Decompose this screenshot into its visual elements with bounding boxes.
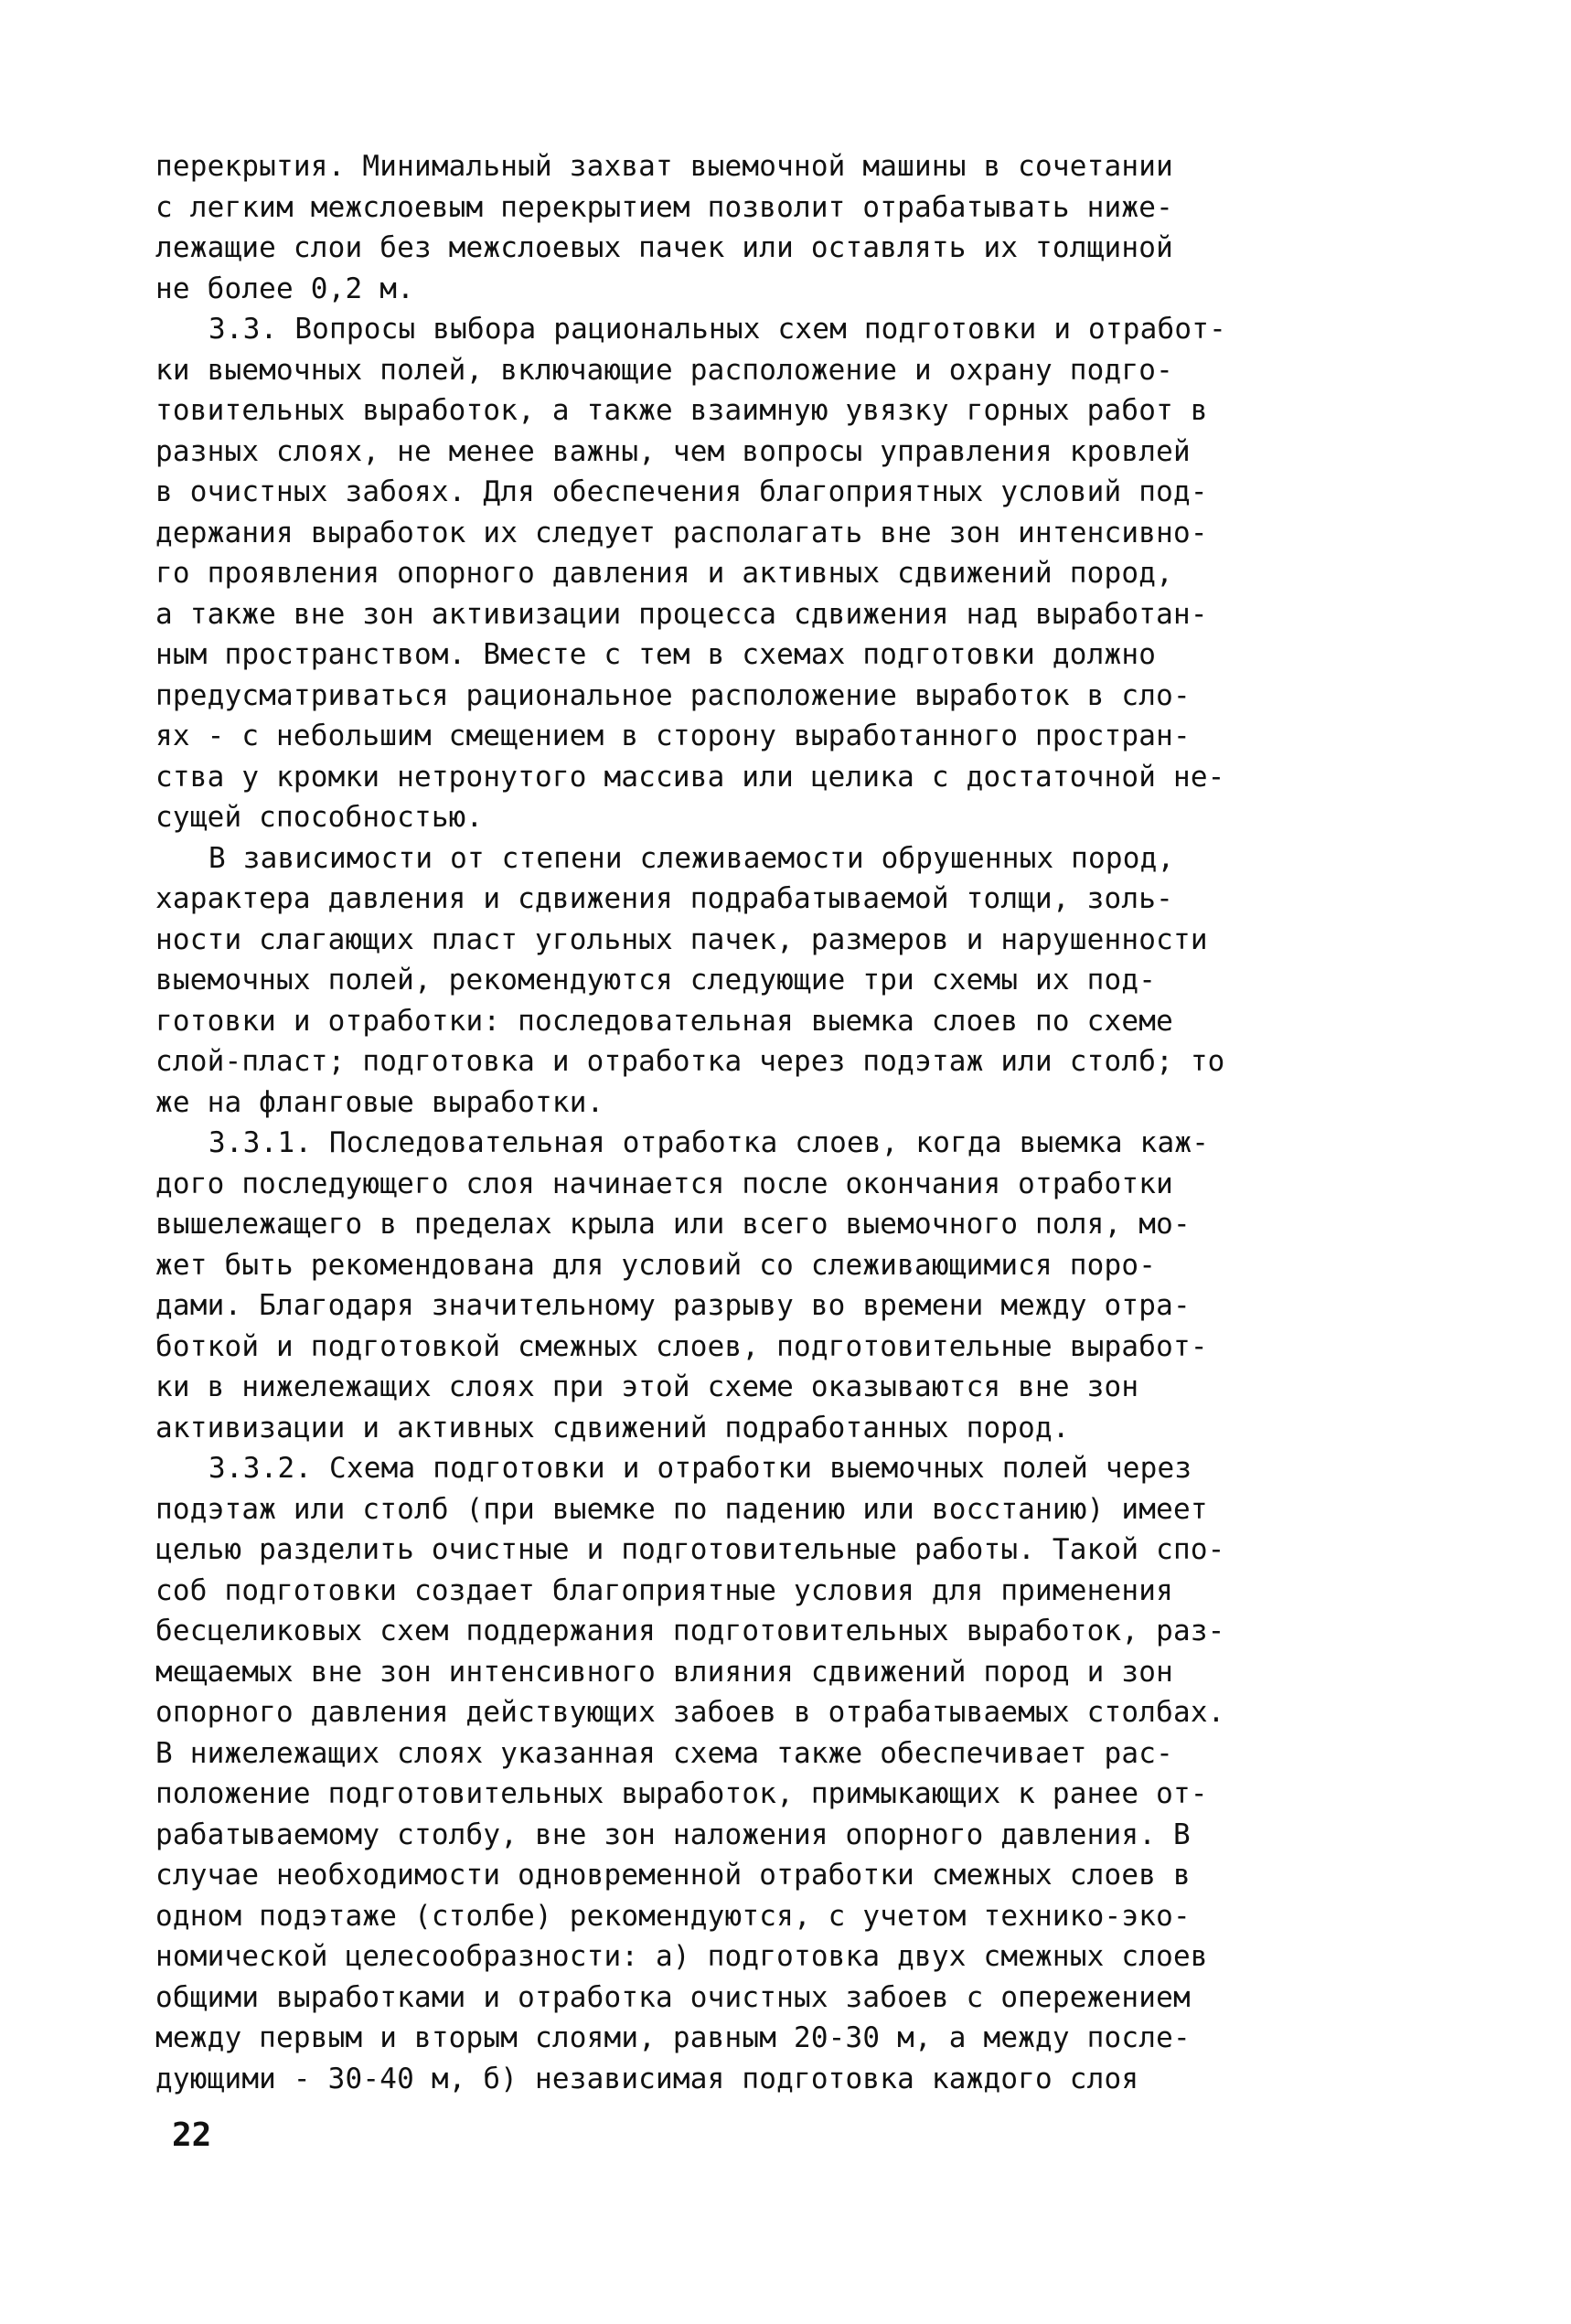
text-line: ях - с небольшим смещением в сторону выработанного простран-: [155, 720, 1191, 752]
text-line: же на фланговые выработки.: [155, 1085, 604, 1119]
text-line: характера давления и сдвижения подрабатываемой толщи, золь-: [155, 882, 1173, 915]
text-line: между первым и вторым слоями, равным 20-30 м, а между после-: [155, 2021, 1191, 2054]
text-line: боткой и подготовкой смежных слоев, подготовительные выработ-: [155, 1329, 1208, 1363]
text-line: 3.3.1. Последовательная отработка слоев, когда выемка каж-: [208, 1126, 1210, 1159]
text-line: ки в нижележащих слоях при этой схеме оказываются вне зон: [155, 1370, 1139, 1403]
text-line: ности слагающих пласт угольных пачек, размеров и нарушенности: [155, 922, 1208, 956]
text-line: не более 0,2 м.: [155, 272, 414, 305]
text-line: одном подэтаже (столбе) рекомендуются, с учетом технико-эко-: [155, 1899, 1191, 1933]
text-line: мещаемых вне зон интенсивного влияния сдвижений пород и зон: [155, 1655, 1173, 1689]
text-line: соб подготовки создает благоприятные условия для применения: [155, 1573, 1173, 1607]
text-line: слой-пласт; подготовка и отработка через подэтаж или столб; то: [155, 1045, 1225, 1078]
text-line: вышележащего в пределах крыла или всего выемочного поля, мо-: [155, 1208, 1191, 1241]
text-line: номической целесообразности: а) подготовка двух смежных слоев: [155, 1940, 1208, 1973]
text-line: рабатываемому столбу, вне зон наложения опорного давления. В: [155, 1818, 1191, 1851]
text-line: го проявления опорного давления и активных сдвижений пород,: [155, 557, 1173, 590]
text-line: 3.3. Вопросы выбора рациональных схем подготовки и отработ-: [208, 313, 1226, 346]
text-line: сущей способностью.: [155, 801, 484, 834]
text-line: подэтаж или столб (при выемке по падению или восстанию) имеет: [155, 1492, 1208, 1526]
text-line: общими выработками и отработка очистных забоев с опережением: [155, 1980, 1191, 2014]
body-text: [155, 146, 1454, 2099]
page-number: 22: [172, 2116, 212, 2154]
text-line: В нижележащих слоях указанная схема также обеспечивает рас-: [155, 1736, 1173, 1770]
text-line: бесцеликовых схем поддержания подготовительных выработок, раз-: [155, 1615, 1225, 1647]
text-line: перекрытия. Минимальный захват выемочной машины в сочетании: [155, 150, 1173, 183]
text-line: 3.3.2. Схема подготовки и отработки выемочных полей через: [208, 1452, 1192, 1485]
text-line: дующими - 30-40 м, б) независимая подготовка каждого слоя: [155, 2062, 1139, 2095]
text-line: целью разделить очистные и подготовительные работы. Такой спо-: [155, 1533, 1225, 1566]
text-line: готовки и отработки: последовательная выемка слоев по схеме: [155, 1004, 1173, 1038]
text-line: положение подготовительных выработок, примыкающих к ранее от-: [155, 1777, 1208, 1810]
text-line: лежащие слои без межслоевых пачек или оставлять их толщиной: [155, 231, 1173, 264]
text-line: разных слоях, не менее важны, чем вопросы управления кровлей: [155, 434, 1191, 468]
text-line: предусматриваться рациональное расположение выработок в сло-: [155, 678, 1191, 712]
text-line: а также вне зон активизации процесса сдвижения над выработан-: [155, 597, 1208, 631]
text-line: с легким межслоевым перекрытием позволит отрабатывать ниже-: [155, 190, 1173, 224]
text-line: выемочных полей, рекомендуются следующие три схемы их под-: [155, 964, 1157, 997]
text-line: активизации и активных сдвижений подработанных пород.: [155, 1411, 1070, 1445]
text-line: жет быть рекомендована для условий со слеживающимися поро-: [155, 1248, 1157, 1282]
text-line: опорного давления действующих забоев в отрабатываемых столбах.: [155, 1696, 1225, 1729]
text-line: товительных выработок, а также взаимную увязку горных работ в: [155, 394, 1208, 427]
text-line: держания выработок их следует располагать вне зон интенсивно-: [155, 516, 1208, 549]
text-line: ки выемочных полей, включающие расположение и охрану подго-: [155, 353, 1173, 387]
text-line: в очистных забоях. Для обеспечения благоприятных условий под-: [155, 475, 1208, 508]
text-line: случае необходимости одновременной отработки смежных слоев в: [155, 1859, 1191, 1892]
text-line: ным пространством. Вместе с тем в схемах подготовки должно: [155, 638, 1157, 671]
text-line: ства у кромки нетронутого массива или целика с достаточной не-: [155, 760, 1225, 794]
text-line: В зависимости от степени слеживаемости обрушенных пород,: [208, 841, 1175, 875]
text-line: дами. Благодаря значительному разрыву во времени между отра-: [155, 1289, 1191, 1322]
text-line: дого последующего слоя начинается после окончания отработки: [155, 1167, 1173, 1200]
